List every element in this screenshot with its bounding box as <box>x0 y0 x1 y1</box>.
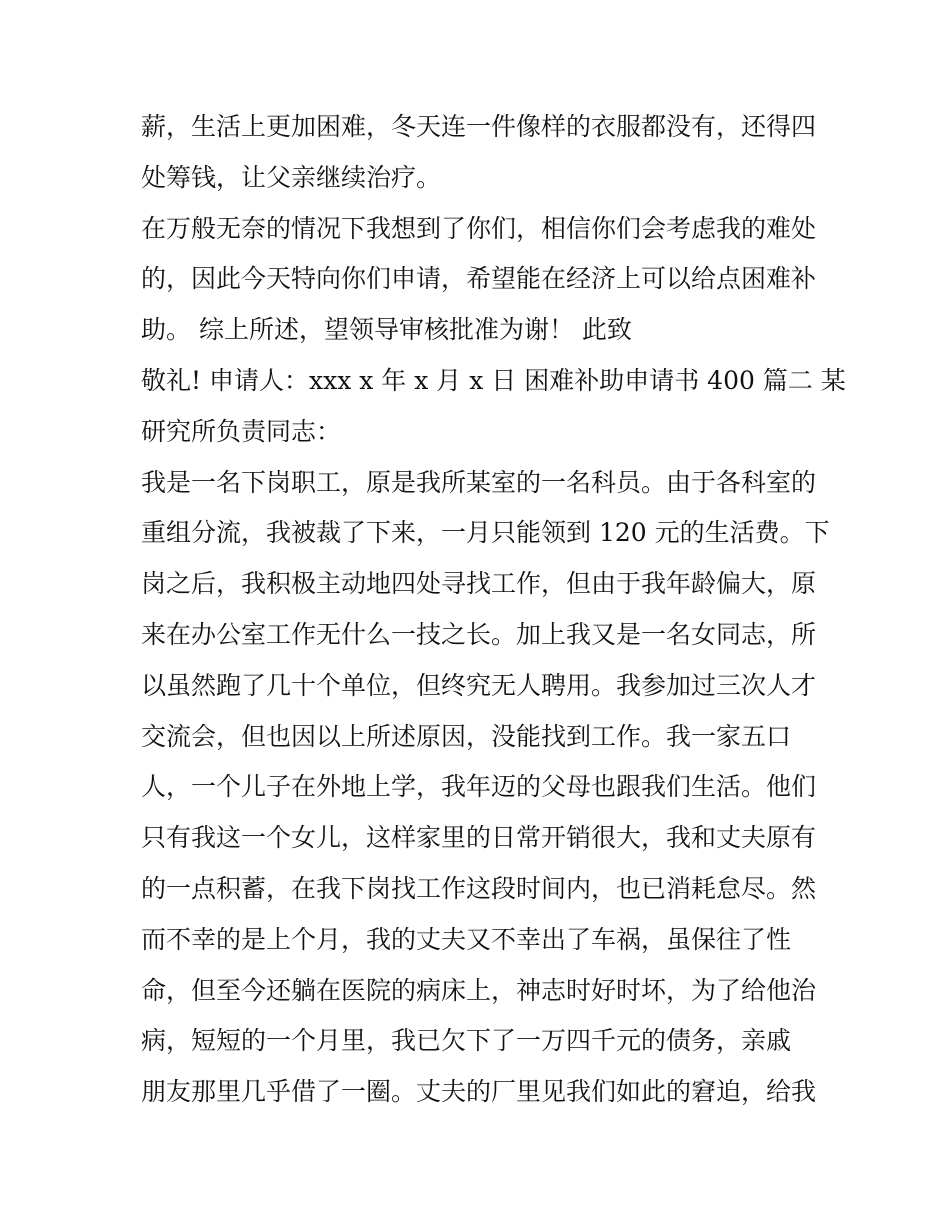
text-line: 以虽然跑了几十个单位，但终究无人聘用。我参加过三次人才 <box>141 670 817 700</box>
text-line: 人，一个儿子在外地上学，我年迈的父母也跟我们生活。他们 <box>141 772 817 802</box>
text-line: 只有我这一个女儿，这样家里的日常开销很大，我和丈夫原有 <box>141 823 817 853</box>
text-line: 处筹钱，让父亲继续治疗。 <box>141 162 442 192</box>
text-line: 薪，生活上更加困难，冬天连一件像样的衣服都没有，还得四 <box>141 112 817 141</box>
text-line: 命，但至今还躺在医院的病床上，神志时好时坏，为了给他治 <box>141 975 817 1005</box>
text-line: 交流会，但也因以上所述原因，没能找到工作。我一家五口 <box>141 721 792 751</box>
text-line: 敬礼! 申请人：xxx x 年 x 月 x 日 困难补助申请书 400 篇二 某 <box>141 365 846 395</box>
text-line: 朋友那里几乎借了一圈。丈夫的厂里见我们如此的窘迫，给我 <box>141 1077 817 1107</box>
text-line: 岗之后，我积极主动地四处寻找工作，但由于我年龄偏大，原 <box>141 569 817 599</box>
document-body <box>141 102 846 1118</box>
text-line: 病，短短的一个月里，我已欠下了一万四千元的债务，亲戚 <box>141 1026 792 1056</box>
text-line: 重组分流，我被裁了下来，一月只能领到 120 元的生活费。下 <box>141 518 830 548</box>
text-line: 的，因此今天特向你们申请，希望能在经济上可以给点困难补 <box>141 264 817 294</box>
text-line: 的一点积蓄，在我下岗找工作这段时间内，也已消耗怠尽。然 <box>141 873 817 903</box>
text-line: 我是一名下岗职工，原是我所某室的一名科员。由于各科室的 <box>141 467 817 497</box>
text-line: 来在办公室工作无什么一技之长。加上我又是一名女同志，所 <box>141 619 817 649</box>
text-line: 研究所负责同志： <box>141 416 342 446</box>
text-line: 在万般无奈的情况下我想到了你们，相信你们会考虑我的难处 <box>141 213 817 243</box>
text-line: 而不幸的是上个月，我的丈夫又不幸出了车祸，虽保往了性 <box>141 924 792 954</box>
text-line: 助。 综上所述，望领导审核批准为谢！ 此致 <box>141 315 632 345</box>
